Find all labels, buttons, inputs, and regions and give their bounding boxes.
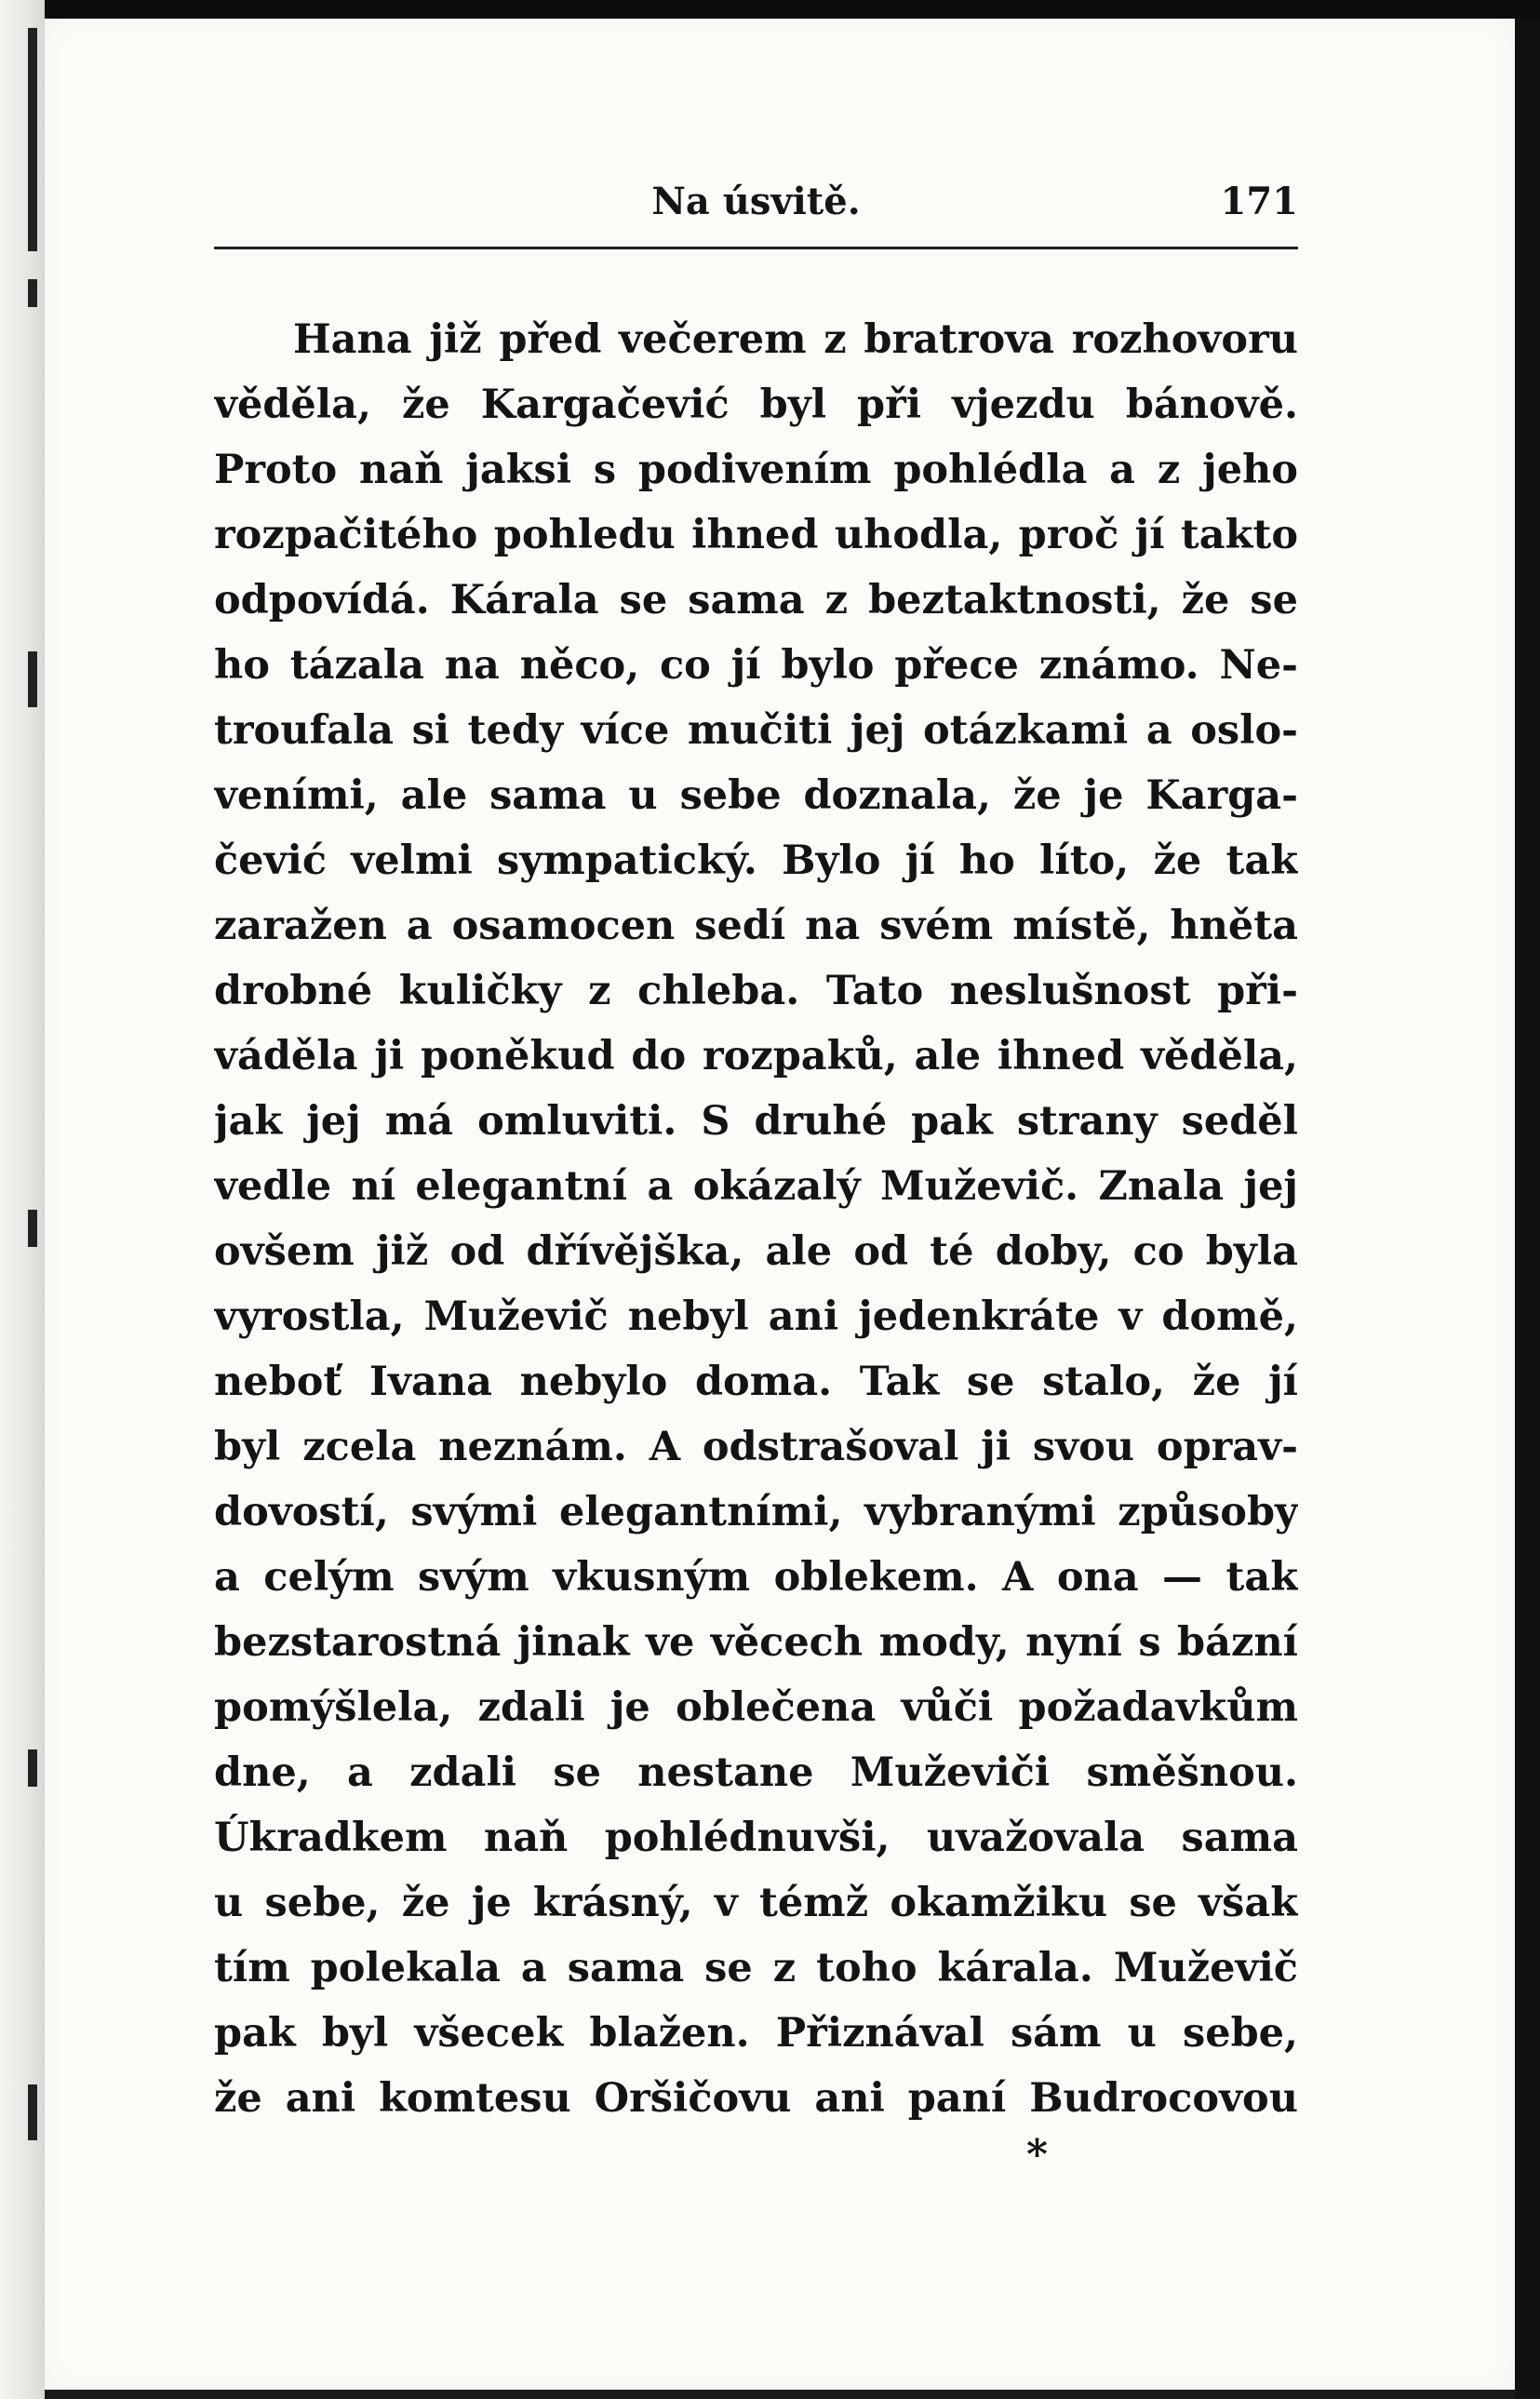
scan-border-top xyxy=(0,0,1540,19)
binding-mark xyxy=(28,28,37,251)
text-line: zaražen a osamocen sedí na svém místě, hněta xyxy=(214,903,1298,949)
text-line: Úkradkem naň pohlédnuvši, uvažovala sama xyxy=(214,1815,1298,1861)
text-line: pomýšlela, zdali je oblečena vůči požadavkům xyxy=(214,1684,1298,1731)
text-line: neboť Ivana nebylo doma. Tak se stalo, že jí xyxy=(214,1359,1298,1405)
text-line: ovšem již od dřívějška, ale od té doby, co byla xyxy=(214,1228,1298,1275)
header-rule xyxy=(214,247,1298,249)
text-line: Proto naň jaksi s podivením pohlédla a z jeho xyxy=(214,447,1298,493)
text-line: bezstarostná jinak ve věcech mody, nyní s bázní xyxy=(214,1619,1298,1666)
binding-mark xyxy=(28,651,37,707)
text-line: byl zcela neznám. A odstrašoval ji svou oprav- xyxy=(214,1424,1298,1470)
text-line: troufala si tedy více mučiti jej otázkami a oslo- xyxy=(214,707,1298,754)
text-line: u sebe, že je krásný, v témž okamžiku se však xyxy=(214,1880,1298,1926)
text-line: ho tázala na něco, co jí bylo přece známo. Ne- xyxy=(214,642,1298,689)
binding-mark xyxy=(28,279,37,307)
text-line: věděla, že Kargačević byl při vjezdu bánově. xyxy=(214,382,1298,428)
page-number: 171 xyxy=(1220,180,1298,223)
text-line: drobné kuličky z chleba. Tato neslušnost při- xyxy=(214,968,1298,1014)
text-line: odpovídá. Kárala se sama z beztaktnosti, že se xyxy=(214,577,1298,623)
text-line: čević velmi sympatický. Bylo jí ho líto, že tak xyxy=(214,838,1298,884)
body-paragraph xyxy=(214,307,1298,2131)
running-head xyxy=(214,163,1298,228)
text-line: pak byl všecek blažen. Přiznával sám u sebe, xyxy=(214,2010,1298,2057)
text-line: veními, ale sama u sebe doznala, že je Karga- xyxy=(214,772,1298,819)
binding-edge xyxy=(0,0,45,2399)
binding-mark xyxy=(28,1749,37,1787)
text-line: Hana již před večerem z bratrova rozhovoru xyxy=(293,316,1298,363)
text-line: dne, a zdali se nestane Muževiči směšnou. xyxy=(214,1749,1298,1796)
book-page xyxy=(45,19,1515,2390)
running-title: Na úsvitě. xyxy=(651,180,861,223)
text-line: vyrostla, Muževič nebyl ani jedenkráte v domě, xyxy=(214,1293,1298,1340)
text-line: a celým svým vkusným oblekem. A ona — tak xyxy=(214,1554,1298,1601)
text-line: dovostí, svými elegantními, vybranými způsoby xyxy=(214,1489,1298,1535)
binding-mark xyxy=(28,1210,37,1247)
binding-mark xyxy=(28,2084,37,2140)
text-line: tím polekala a sama se z toho kárala. Muževič xyxy=(214,1945,1298,1991)
text-line: rozpačitého pohledu ihned uhodla, proč jí takto xyxy=(214,512,1298,558)
scan-border-right xyxy=(1515,19,1540,2399)
text-line: vedle ní elegantní a okázalý Muževič. Znala jej xyxy=(214,1163,1298,1210)
text-line: váděla ji poněkud do rozpaků, ale ihned věděla, xyxy=(214,1033,1298,1079)
signature-mark: * xyxy=(1026,2131,1049,2178)
text-line: jak jej má omluviti. S druhé pak strany seděl xyxy=(214,1098,1298,1145)
text-line: že ani komtesu Oršičovu ani paní Budrocovou xyxy=(214,2075,1298,2122)
